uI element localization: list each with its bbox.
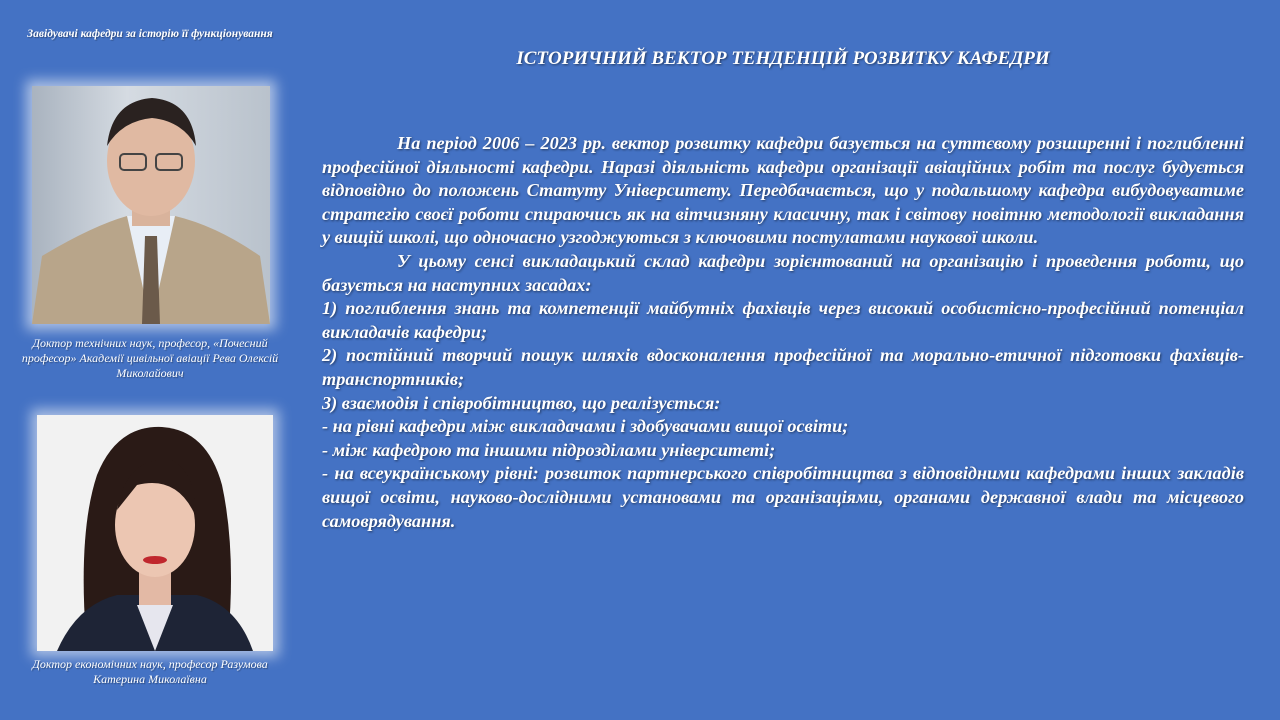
list-item: 1) поглиблення знань та компетенції майбутніх фахівців через високий особистісно-професійний потенціал викладачів кафедри; <box>322 298 1244 342</box>
slide-body <box>322 132 1244 533</box>
sidebar-heading: Завідувачі кафедри за історію її функціонування <box>27 28 273 40</box>
paragraph-principles-intro: У цьому сенсі викладацький склад кафедри зорієнтований на організацію і проведення роботи, що базується на наступних засадах: <box>322 250 1244 295</box>
portrait-photo-reva <box>32 86 270 324</box>
list-item: 2) постійний творчий пошук шляхів вдосконалення професійної та морально-етичної підготовки фахівців-транспортників; <box>322 345 1244 389</box>
list-item: - на рівні кафедри між викладачами і здобувачами вищої освіти; <box>322 416 849 437</box>
list-item: - на всеукраїнському рівні: розвиток партнерського співробітництва з відповідними кафедрами інших закладів вищої освіти, науково-дослідними установами та організаціями, органами державної влади та місцевого самоврядування. <box>322 463 1244 531</box>
caption-reva: Доктор технічних наук, професор, «Почесний професор» Академії цивільної авіації Рева Олексій Миколайович <box>21 336 279 380</box>
slide-title: ІСТОРИЧНИЙ ВЕКТОР ТЕНДЕНЦІЙ РОЗВИТКУ КАФЕДРИ <box>516 48 1050 69</box>
list-item: 3) взаємодія і співробітництво, що реалізується: <box>322 392 721 413</box>
portrait-photo-razumova <box>37 415 273 651</box>
caption-razumova: Доктор економічних наук, професор Разумова Катерина Миколаївна <box>32 657 268 686</box>
list-item: - між кафедрою та іншими підрозділами університеті; <box>322 439 776 460</box>
paragraph-intro: На період 2006 – 2023 рр. вектор розвитку кафедри базується на суттєвому розширенні і поглибленні професійної діяльності кафедри. Наразі діяльність кафедри організації авіаційних робіт та послуг будується відповідно до положень Статуту Університету. Передбачається, що у подальшому кафедра вибудовуватиме стратегію своєї роботи спираючись як на вітчизняну класичну, так і світову новітню методології викладання у вищій школі, що одночасно узгоджуються з ключовими постулатами наукової школи. <box>322 133 1244 248</box>
